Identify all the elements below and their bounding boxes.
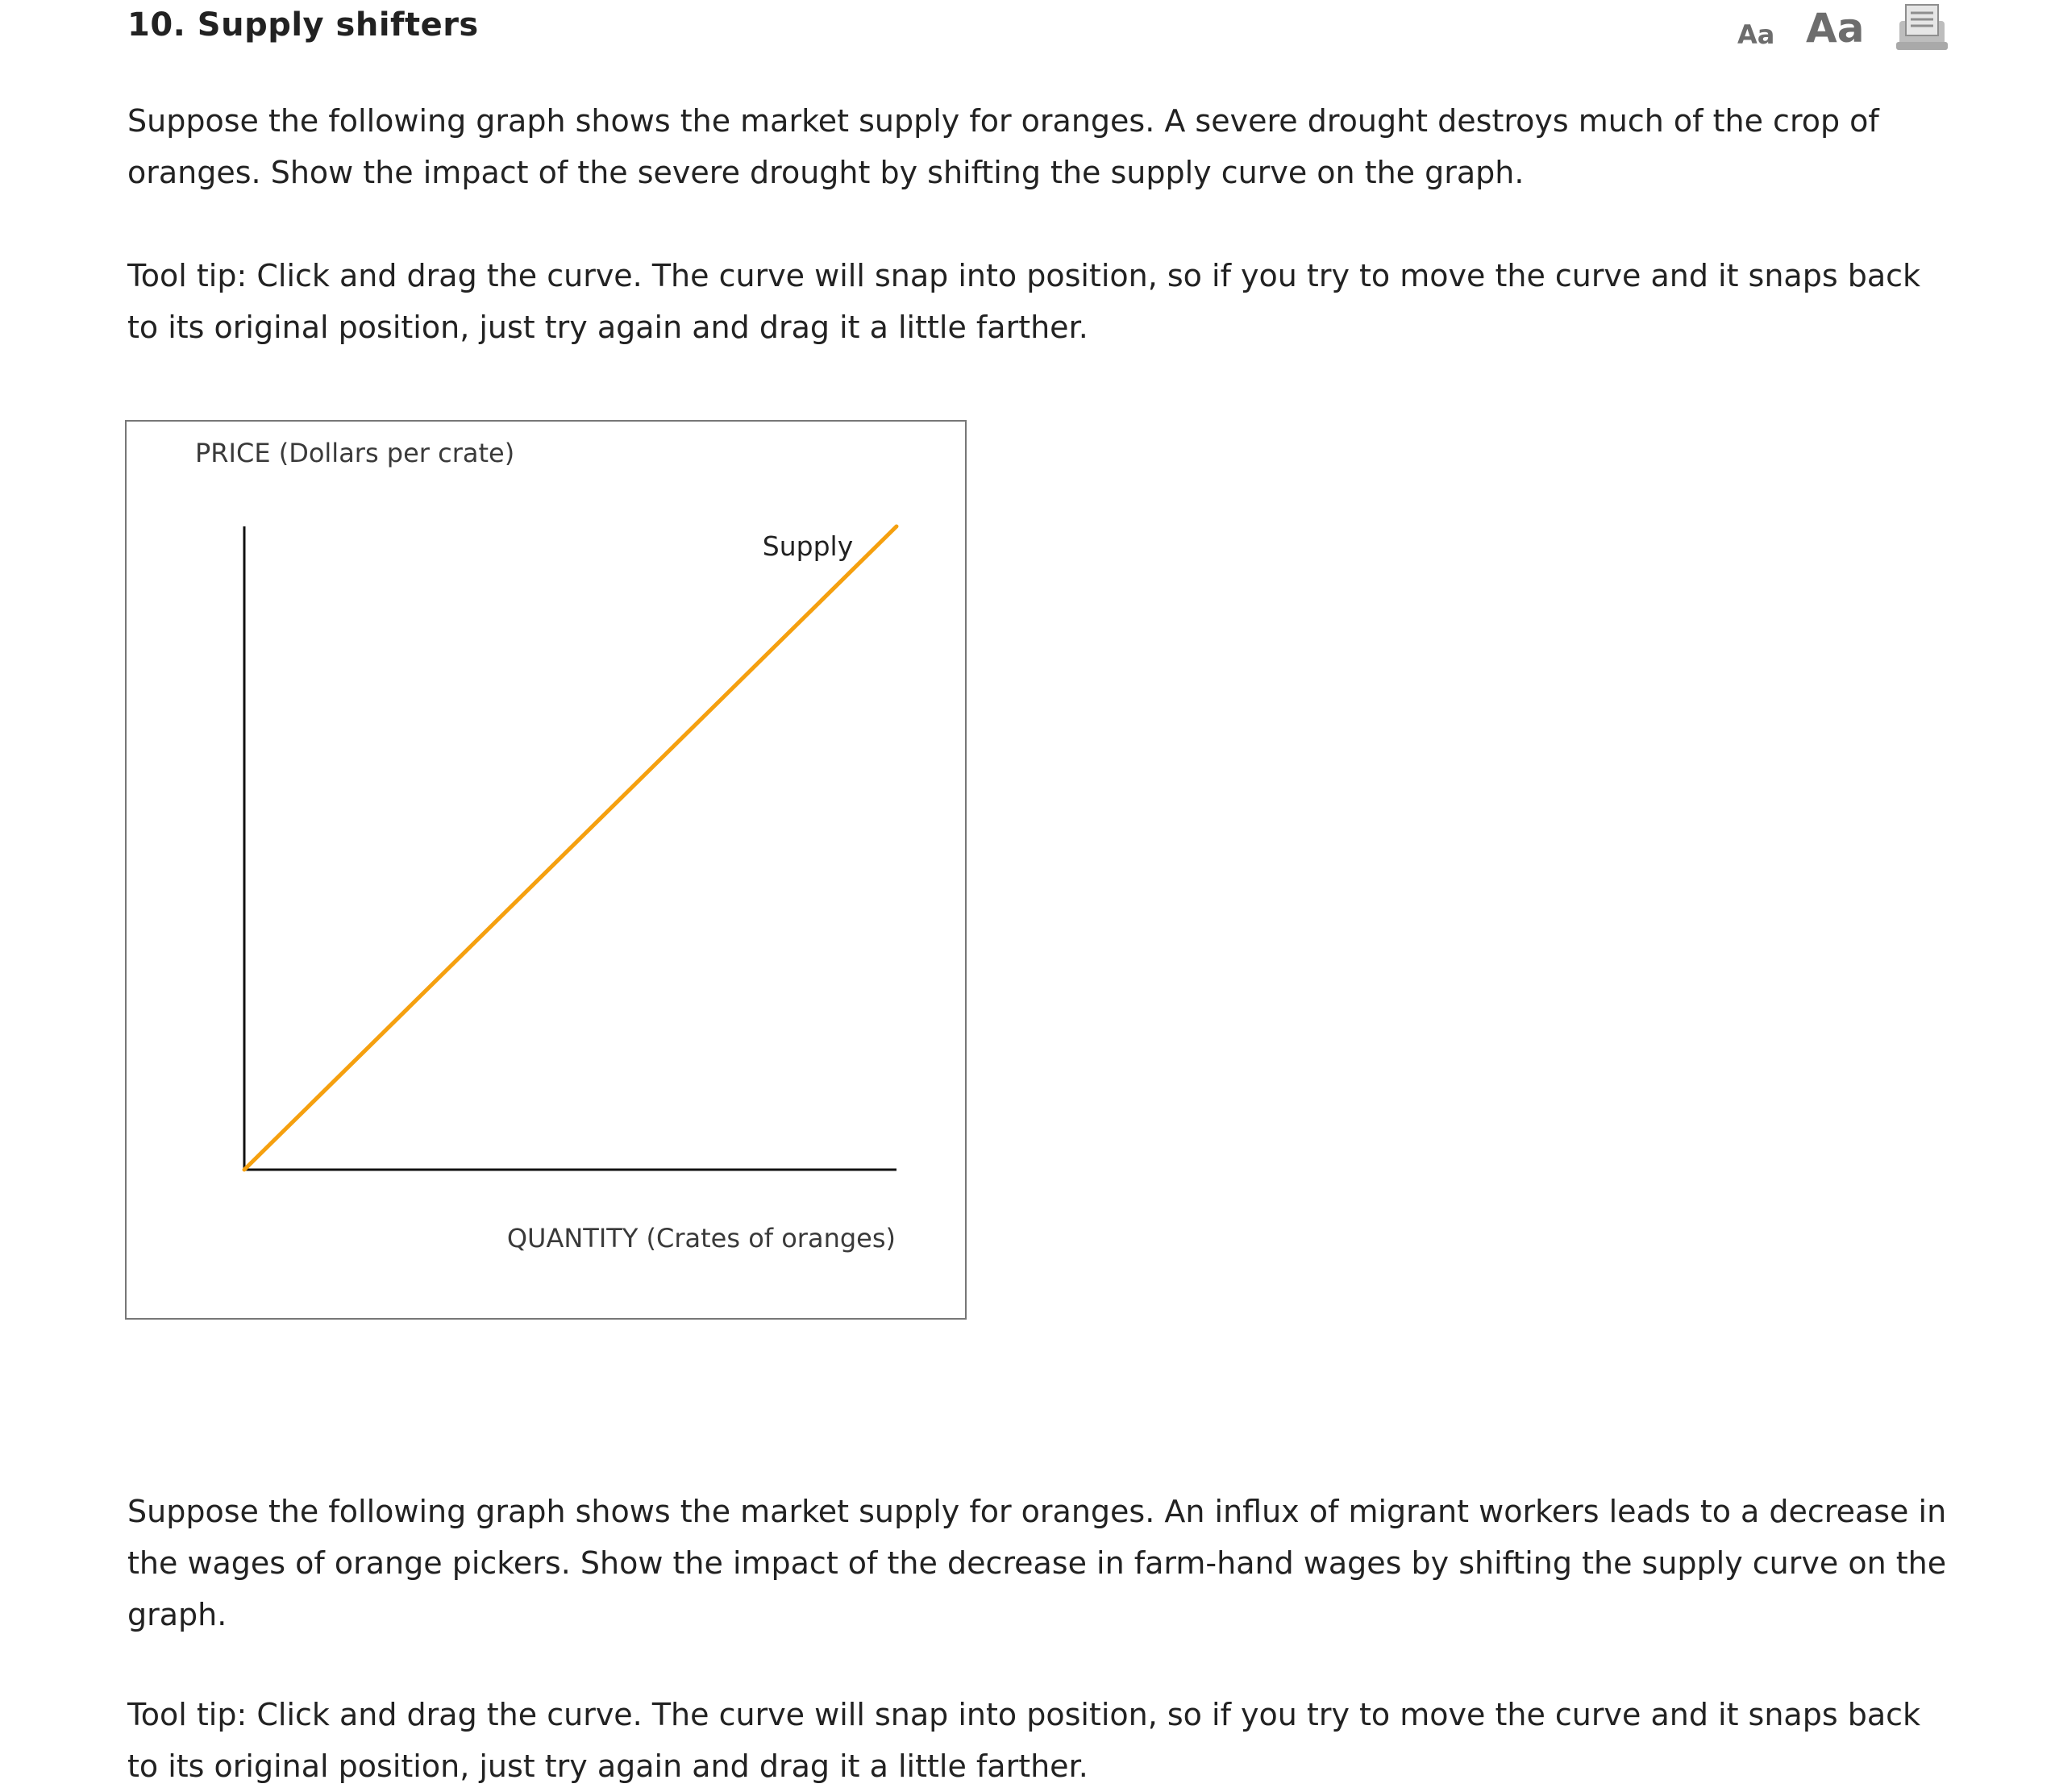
supply-graph-svg bbox=[127, 422, 965, 1318]
part1-prompt: Suppose the following graph shows the market supply for oranges. A severe drought destroys much of the crop of oranges. Show the impact of the severe drought by shifting the supply curve on the graph. bbox=[127, 103, 1879, 190]
x-axis-label: QUANTITY (Crates of oranges) bbox=[506, 1223, 896, 1254]
supply-graph bbox=[125, 420, 967, 1320]
part1-tooltip: Tool tip: Click and drag the curve. The curve will snap into position, so if you try to move the curve and it snaps back to its original position, just try again and drag it a little farther. bbox=[127, 258, 1921, 345]
y-axis-label: PRICE (Dollars per crate) bbox=[195, 438, 515, 468]
supply-curve-label: Supply bbox=[762, 530, 854, 562]
part2-prompt: Suppose the following graph shows the market supply for oranges. An influx of migrant workers leads to a decrease in the wages of orange pickers. Show the impact of the decrease in farm-hand wages by shifting the supply curve on the graph. bbox=[127, 1494, 1947, 1632]
print-icon[interactable] bbox=[1893, 3, 1951, 52]
font-size-large-button[interactable]: Aa bbox=[1806, 5, 1865, 52]
question-title: 10. Supply shifters bbox=[127, 6, 479, 44]
supply-curve[interactable] bbox=[244, 526, 896, 1170]
part2-tooltip: Tool tip: Click and drag the curve. The curve will snap into position, so if you try to move the curve and it snaps back to its original position, just try again and drag it a little farther. bbox=[127, 1697, 1921, 1784]
font-size-small-button[interactable]: Aa bbox=[1737, 19, 1775, 50]
